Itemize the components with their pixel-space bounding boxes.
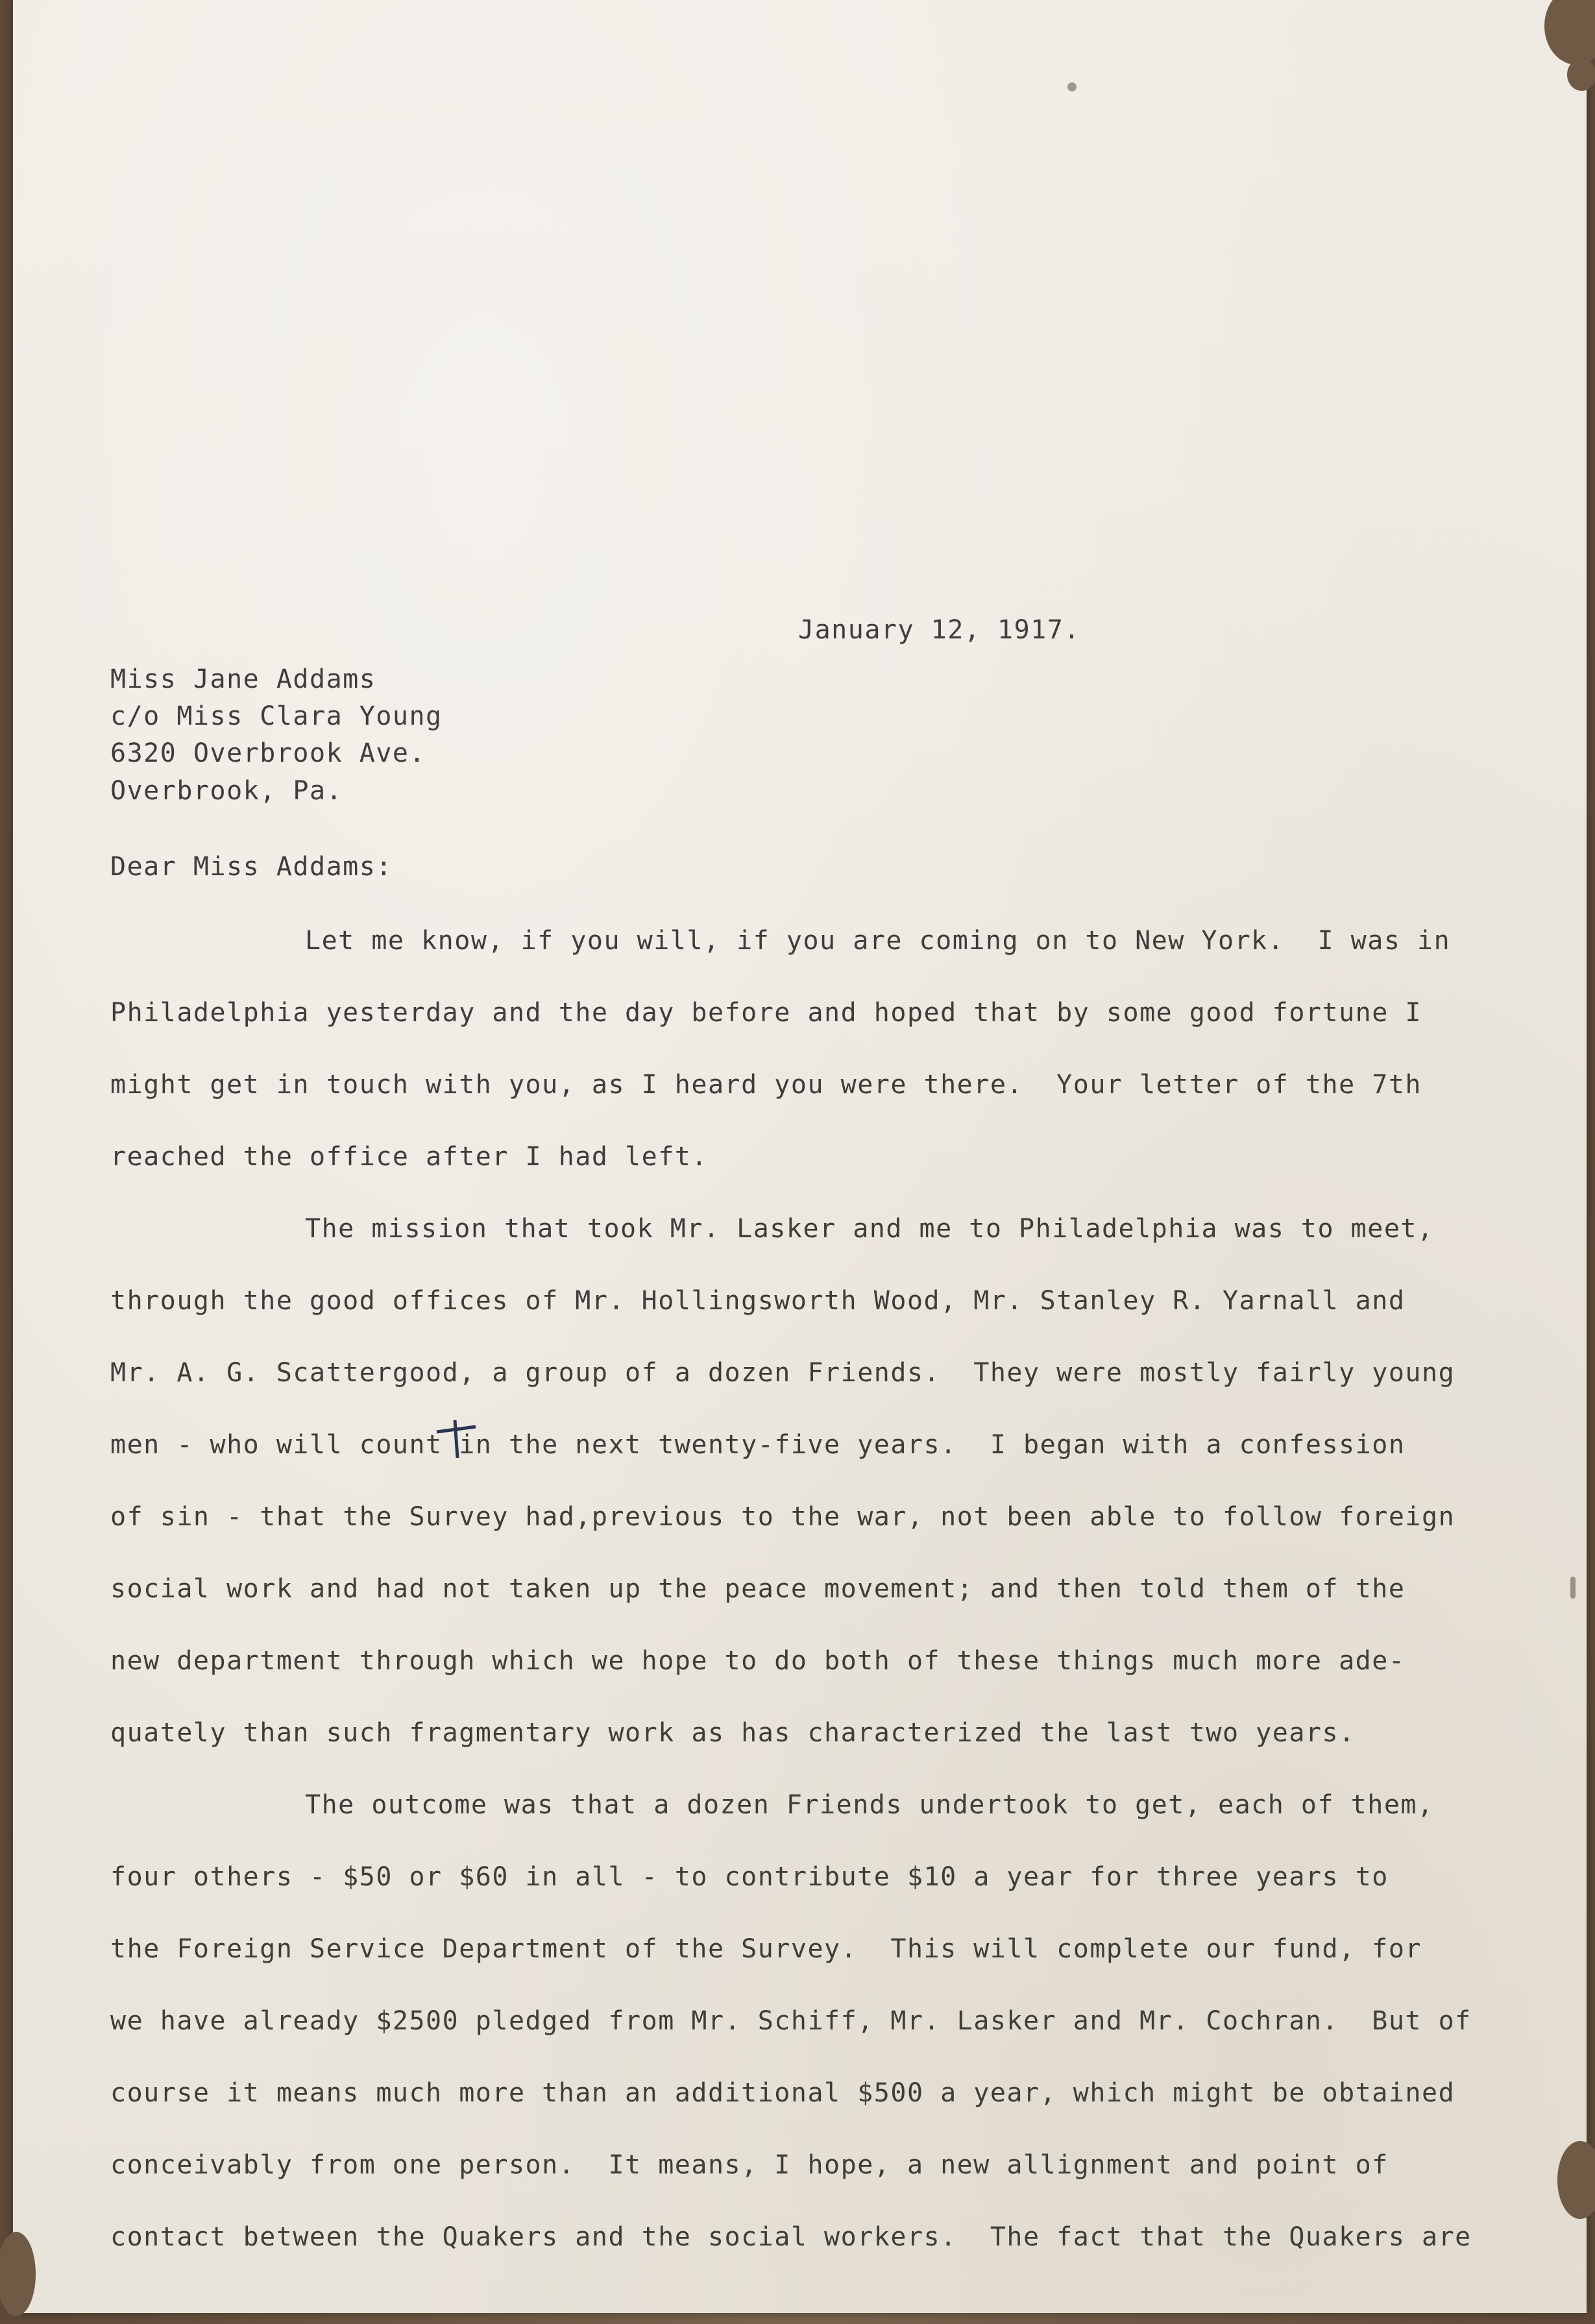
text-line: of sin - that the Survey had,previous to the war, not been able to follow foreign [110,1502,1455,1532]
text-line: conceivably from one person. It means, I hope, a new allignment and point of [110,2150,1389,2180]
recipient-city: Overbrook, Pa. [110,776,343,806]
text-line: The mission that took Mr. Lasker and me to Philadelphia was to meet, [305,1214,1434,1244]
handwritten-correction-mark [430,1418,482,1463]
torn-edge [1557,2141,1595,2219]
recipient-name: Miss Jane Addams [110,664,376,694]
text-line: four others - $50 or $60 in all - to contribute $10 a year for three years to [110,1862,1389,1892]
letter-date: January 12, 1917. [798,615,1080,645]
text-line: quately than such fragmentary work as has characterized the last two years. [110,1718,1356,1748]
text-line: men - who will count in the next twenty-five years. I began with a confession [110,1430,1406,1460]
recipient-street: 6320 Overbrook Ave. [110,738,426,768]
paper-spot [1570,1577,1576,1599]
text-line: The outcome was that a dozen Friends undertook to get, each of them, [305,1790,1434,1820]
torn-corner [1567,58,1595,91]
torn-corner [1544,0,1595,65]
paragraph-3 [110,1789,1525,2294]
torn-edge [0,2232,36,2316]
text-line: course it means much more than an additional $500 a year, which might be obtained [110,2078,1455,2108]
text-line: Mr. A. G. Scattergood, a group of a dozen Friends. They were mostly fairly young [110,1358,1455,1388]
text-line: new department through which we hope to do both of these things much more ade- [110,1646,1406,1676]
text-line: reached the office after I had left. [110,1142,708,1172]
text-line: contact between the Quakers and the social workers. The fact that the Quakers are [110,2222,1472,2252]
paragraph-1 [110,925,1525,1213]
text-line: through the good offices of Mr. Hollingsworth Wood, Mr. Stanley R. Yarnall and [110,1286,1406,1316]
salutation: Dear Miss Addams: [110,852,393,882]
text-line: Let me know, if you will, if you are coming on to New York. I was in [305,926,1451,956]
text-line: social work and had not taken up the peace movement; and then told them of the [110,1574,1406,1604]
paper-spot [1067,82,1077,91]
letter-page [13,0,1587,2313]
text-line: might get in touch with you, as I heard you were there. Your letter of the 7th [110,1070,1422,1100]
paragraph-2 [110,1213,1525,1789]
recipient-care-of: c/o Miss Clara Young [110,701,443,731]
text-line: the Foreign Service Department of the Survey. This will complete our fund, for [110,1934,1422,1964]
text-line: Philadelphia yesterday and the day before and hoped that by some good fortune I [110,998,1422,1028]
text-line: we have already $2500 pledged from Mr. Schiff, Mr. Lasker and Mr. Cochran. But of [110,2006,1472,2036]
